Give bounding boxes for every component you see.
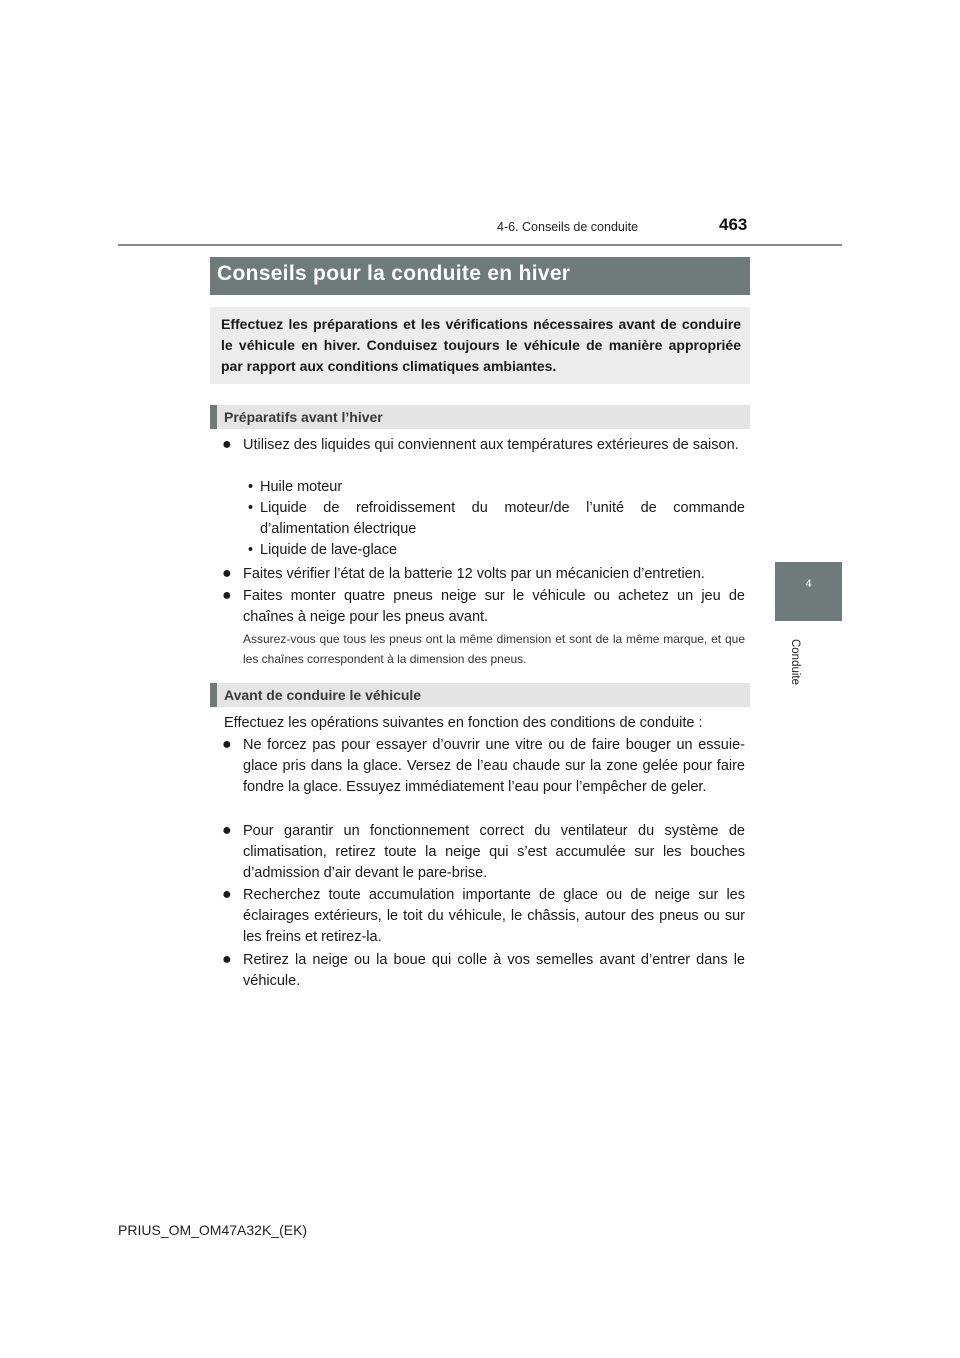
chapter-tab-number: 4 (805, 578, 812, 590)
page-title: Conseils pour la conduite en hiver (217, 262, 571, 285)
intro-text: Effectuez les préparations et les vérifications nécessaires avant de conduire le véhicule en hiver. Conduisez toujours le véhicule de manière appropriée par rapport aux conditions climatiques ambiantes. (221, 316, 741, 374)
sub-bullet-dot: • (248, 479, 254, 495)
header-rule (118, 244, 842, 246)
bullet-dot: ● (222, 822, 232, 839)
bullet-text: Faites monter quatre pneus neige sur le véhicule ou achetez un jeu de chaînes à neige pour les pneus avant. (243, 588, 745, 625)
document-footer: PRIUS_OM_OM47A32K_(EK) (118, 1222, 308, 1238)
section-heading: Préparatifs avant l’hiver (224, 409, 383, 425)
sub-bullet-text: Liquide de lave-glace (260, 542, 398, 558)
bullet-dot: ● (222, 951, 232, 968)
section-heading: Avant de conduire le véhicule (224, 687, 422, 703)
bullet-dot: ● (222, 436, 232, 453)
bullet-dot: ● (222, 736, 232, 753)
bullet-dot: ● (222, 565, 232, 582)
header-section-title: 4-6. Conseils de conduite (497, 220, 639, 234)
sub-bullet-dot: • (248, 500, 254, 516)
bullet-text: Ne forcez pas pour essayer d’ouvrir une vitre ou de faire bouger un essuie-glace pris dans la glace. Versez de l’eau chaude sur la zone gelée pour faire fondre la glace. Essuyez immédiatement l’eau pour l’empêcher de geler. (243, 737, 745, 795)
sub-bullet-text: Huile moteur (260, 479, 343, 495)
note-text: Assurez-vous que tous les pneus ont la même dimension et sont de la même marque, et que les chaînes correspondent à la dimension des pneus. (243, 632, 745, 666)
chapter-tab-label: Conduite (789, 638, 801, 686)
bullet-text: Pour garantir un fonctionnement correct du ventilateur du système de climatisation, retirez toute la neige qui s’est accumulée sur les bouches d’admission d’air devant le pare-brise. (243, 823, 745, 881)
sub-bullet-text: Liquide de refroidissement du moteur/de l’unité de commande d’alimentation électrique (260, 500, 745, 537)
bullet-dot: ● (222, 886, 232, 903)
bullet-text: Utilisez des liquides qui conviennent aux températures extérieures de saison. (243, 437, 739, 453)
bullet-dot: ● (222, 587, 232, 604)
page-number: 463 (719, 215, 748, 234)
bullet-text: Faites vérifier l’état de la batterie 12 volts par un mécanicien d’entretien. (243, 566, 705, 582)
sub-bullet-dot: • (248, 542, 254, 558)
bullet-text: Retirez la neige ou la boue qui colle à vos semelles avant d’entrer dans le véhicule. (243, 952, 745, 989)
bullet-text: Recherchez toute accumulation importante de glace ou de neige sur les éclairages extérieurs, le toit du véhicule, le châssis, autour des pneus ou sur les freins et retirez-la. (243, 887, 745, 945)
lead-text: Effectuez les opérations suivantes en fonction des conditions de conduite : (224, 715, 703, 731)
chapter-tab (775, 562, 842, 621)
